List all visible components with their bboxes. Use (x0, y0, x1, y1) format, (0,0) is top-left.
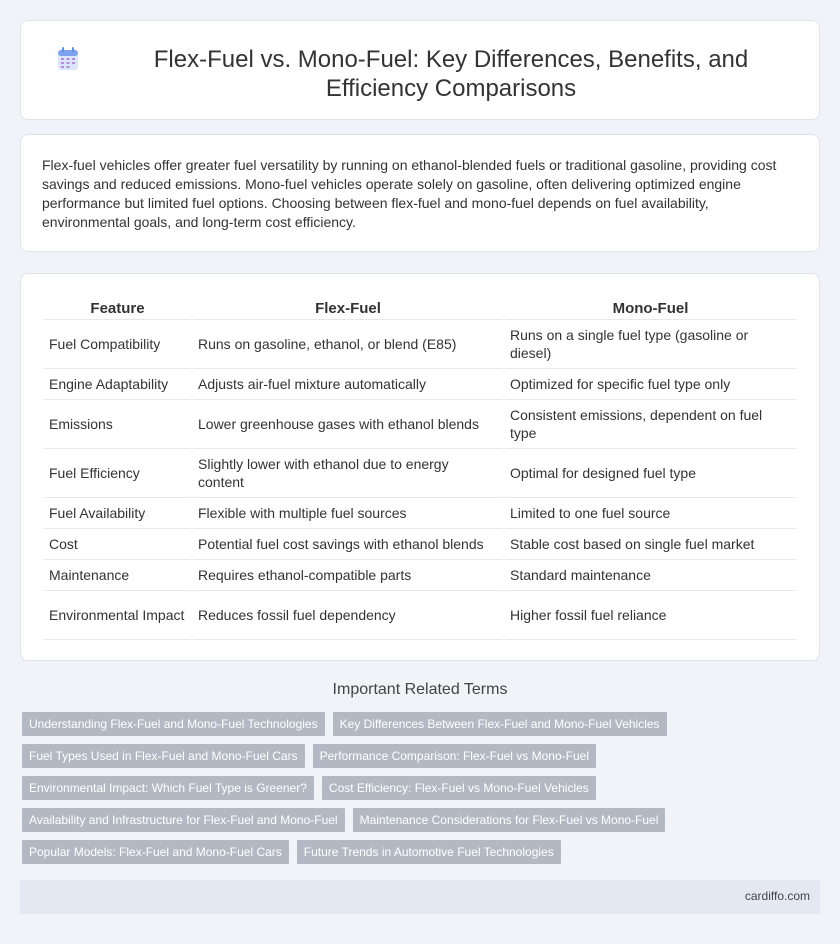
related-term-link[interactable]: Cost Efficiency: Flex-Fuel vs Mono-Fuel Vehicles (322, 776, 596, 800)
mono-fuel-cell: Consistent emissions, dependent on fuel type (505, 400, 796, 449)
mono-fuel-cell: Runs on a single fuel type (gasoline or diesel) (505, 320, 796, 369)
comparison-table (42, 296, 798, 640)
mono-fuel-cell: Limited to one fuel source (505, 498, 796, 529)
flex-fuel-cell: Adjusts air-fuel mixture automatically (193, 369, 503, 400)
header-feature: Feature (44, 296, 191, 320)
table-row (44, 529, 796, 560)
title-card (20, 20, 820, 120)
table-row (44, 560, 796, 591)
flex-fuel-cell: Slightly lower with ethanol due to energy content (193, 449, 503, 498)
mono-fuel-cell: Stable cost based on single fuel market (505, 529, 796, 560)
page-title: Flex-Fuel vs. Mono-Fuel: Key Differences, Benefits, and Efficiency Comparisons (153, 46, 749, 102)
table-row (44, 400, 796, 449)
table-row (44, 591, 796, 640)
related-term-link[interactable]: Understanding Flex-Fuel and Mono-Fuel Technologies (22, 712, 325, 736)
feature-cell: Emissions (44, 400, 191, 449)
related-term-link[interactable]: Key Differences Between Flex-Fuel and Mono-Fuel Vehicles (333, 712, 667, 736)
related-terms-list (22, 712, 802, 864)
related-terms-heading: Important Related Terms (332, 681, 508, 698)
related-term-link[interactable]: Environmental Impact: Which Fuel Type is Greener? (22, 776, 314, 800)
footer-site-link[interactable]: cardiffo.com (744, 889, 810, 903)
feature-cell: Maintenance (44, 560, 191, 591)
table-header-row (44, 296, 796, 320)
header-mono-fuel: Mono-Fuel (505, 296, 796, 320)
flex-fuel-cell: Lower greenhouse gases with ethanol blends (193, 400, 503, 449)
feature-cell: Cost (44, 529, 191, 560)
feature-cell: Fuel Efficiency (44, 449, 191, 498)
calendar-icon (57, 47, 79, 71)
related-term-link[interactable]: Popular Models: Flex-Fuel and Mono-Fuel Cars (22, 840, 289, 864)
flex-fuel-cell: Reduces fossil fuel dependency (193, 591, 503, 640)
intro-paragraph: Flex-fuel vehicles offer greater fuel versatility by running on ethanol-blended fuels or traditional gasoline, providing cost savings and reduced emissions. Mono-fuel vehicles operate solely on gasoline, often delivering optimized engine performance but limited fuel options. Choosing between flex-fuel and mono-fuel depends on fuel availability, environmental goals, and long-term cost efficiency. (42, 157, 777, 230)
mono-fuel-cell: Optimal for designed fuel type (505, 449, 796, 498)
intro-card (20, 134, 820, 252)
feature-cell: Environmental Impact (44, 591, 191, 640)
flex-fuel-cell: Potential fuel cost savings with ethanol blends (193, 529, 503, 560)
related-term-link[interactable]: Performance Comparison: Flex-Fuel vs Mono-Fuel (313, 744, 596, 768)
feature-cell: Fuel Compatibility (44, 320, 191, 369)
table-row (44, 449, 796, 498)
table-row (44, 320, 796, 369)
table-row (44, 369, 796, 400)
feature-cell: Engine Adaptability (44, 369, 191, 400)
mono-fuel-cell: Optimized for specific fuel type only (505, 369, 796, 400)
related-term-link[interactable]: Maintenance Considerations for Flex-Fuel vs Mono-Fuel (353, 808, 666, 832)
comparison-card (20, 273, 820, 661)
mono-fuel-cell: Higher fossil fuel reliance (505, 591, 796, 640)
mono-fuel-cell: Standard maintenance (505, 560, 796, 591)
feature-cell: Fuel Availability (44, 498, 191, 529)
related-term-link[interactable]: Fuel Types Used in Flex-Fuel and Mono-Fuel Cars (22, 744, 305, 768)
flex-fuel-cell: Runs on gasoline, ethanol, or blend (E85) (193, 320, 503, 369)
flex-fuel-cell: Flexible with multiple fuel sources (193, 498, 503, 529)
related-term-link[interactable]: Availability and Infrastructure for Flex-Fuel and Mono-Fuel (22, 808, 345, 832)
flex-fuel-cell: Requires ethanol-compatible parts (193, 560, 503, 591)
footer (20, 880, 820, 914)
header-flex-fuel: Flex-Fuel (193, 296, 503, 320)
related-term-link[interactable]: Future Trends in Automotive Fuel Technologies (297, 840, 561, 864)
table-row (44, 498, 796, 529)
